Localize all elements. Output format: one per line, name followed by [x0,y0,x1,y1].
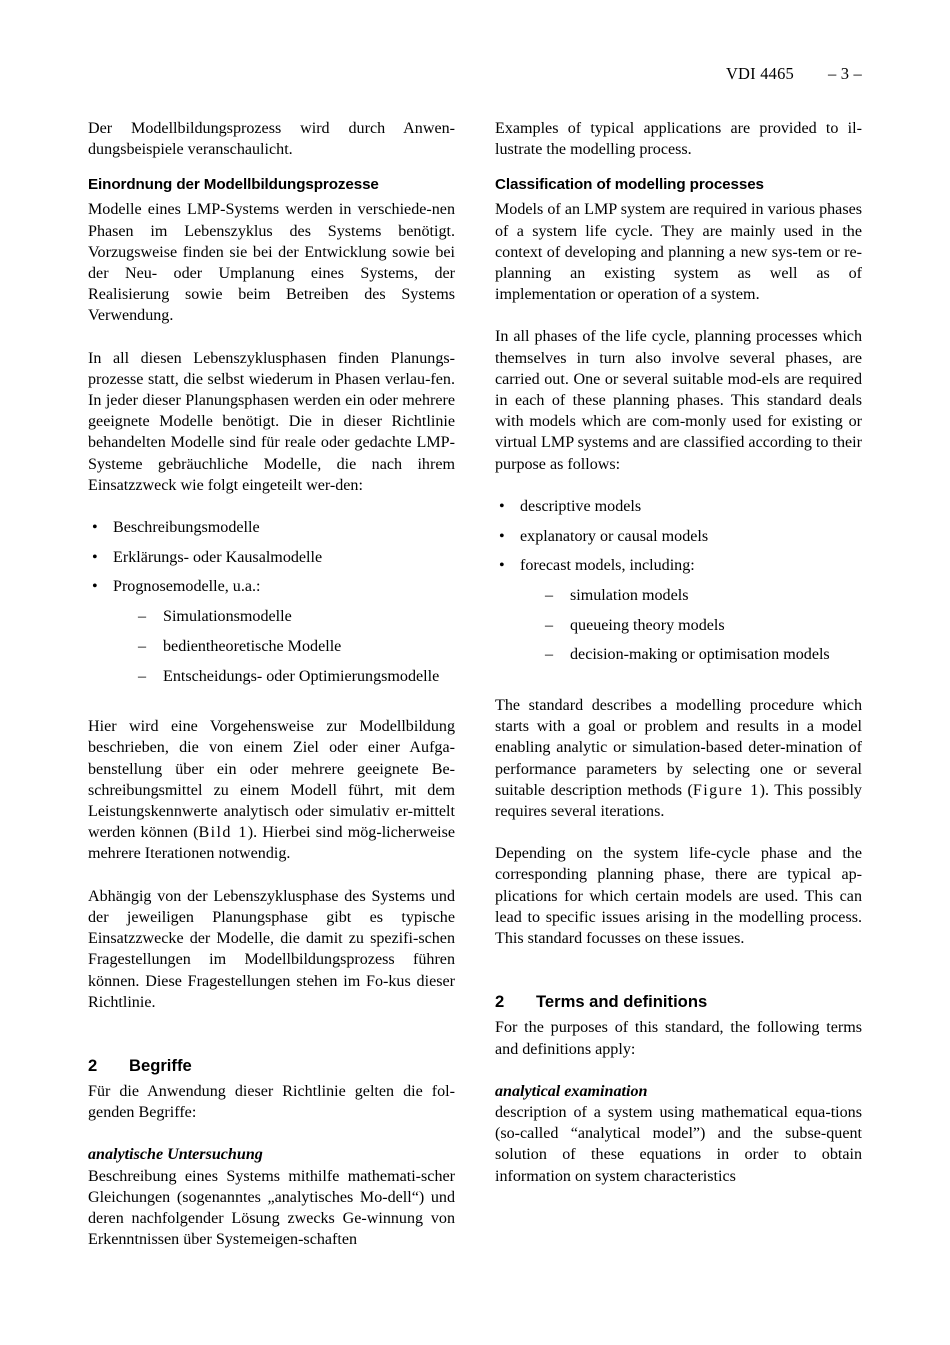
de-clause-heading [88,1055,455,1077]
two-column-body [88,118,862,1250]
bullet-icon: • [92,548,98,566]
list-item [88,517,455,538]
de-clause-intro: Für die Anwendung dieser Richtlinie gelten die fol-genden Begriffe: [88,1082,455,1122]
en-paragraph-4: Depending on the system life-cycle phase and the corresponding planning phase, there are typical ap-plications for which certain models are used. This can lead to specific issues arising in the modelling process. This standard focusses on these issues. [495,845,862,948]
list-item [545,615,862,636]
de-paragraph-4: Abhängig von der Lebenszyklusphase des Systems und der jeweiligen Planungsphase gibt es typische Einsatzzwecke der Modelle, die damit zu spezifi-schen Fragestellungen im Modellbildungsprozess führen können. Diese Fragestellungen stehen im Fo-kus dieser Richtlinie. [88,887,455,1011]
list-item [138,606,455,627]
dash-icon: – [545,586,554,604]
figure-cross-reference: Figure 1 [692,781,760,799]
page-header [88,64,862,84]
en-paragraph-2: In all phases of the life cycle, planning processes which themselves in turn also involve several phases, are carried out. One or several suitable mod-els are required in each of these planning phases. This standard deals with models which are com-monly used for existing or virtual LMP systems and are classified according to their purpose as follows: [495,328,862,473]
en-paragraph-1: Models of an LMP system are required in various phases of a system life cycle. They are mainly used in the context of developing and planning a new sys-tem or re-planning an existing system as well as of implementation or operation of a system. [495,201,862,304]
clause-title: Begriffe [129,1055,192,1075]
de-intro-paragraph: Der Modellbildungsprozess wird durch Anwen-dungsbeispiele veranschaulicht. [88,120,455,159]
list-item-label: Erklärungs- oder Kausalmodelle [113,548,323,566]
en-forecast-sublist [520,585,862,666]
clause-title: Terms and definitions [536,992,708,1012]
de-paragraph-3-part1: Hier wird eine Vorgehensweise zur Modellbildung beschrieben, die von einem Ziel oder einer Aufga-benstellung über ein oder mehrere geeignete Be-schreibungsmittel zu einem Modell führt, mit dem Leistungskennwerte analytisch oder simulativ er-mittelt werden können ( [88,718,455,842]
list-item-label: Prognosemodelle, u.a.: [113,578,261,596]
list-item-label: queueing theory models [570,616,725,634]
de-paragraph-3 [88,716,455,864]
list-item [545,585,862,606]
bullet-icon: • [92,578,98,596]
en-paragraph-3-part2: ). This possibly requires several iterations. [495,781,862,821]
en-term-name: analytical examination [495,1082,648,1100]
list-item-label: bedientheoretische Modelle [163,637,342,655]
clause-number: 2 [495,992,505,1012]
list-item [138,666,455,687]
list-item-label: Beschreibungsmodelle [113,519,260,537]
dash-icon: – [545,616,554,634]
dash-icon: – [545,646,554,664]
list-item [495,496,862,517]
list-item-label: Simulationsmodelle [163,608,292,626]
page-number: – 3 – [828,64,862,83]
de-subheading: Einordnung der Modellbildungsprozesse [88,176,379,194]
bullet-icon: • [92,519,98,537]
de-paragraph-2: In all diesen Lebenszyklusphasen finden Planungs-prozesse statt, die selbst wiederum in Phasen verlau-fen. In jeder dieser Planungsphasen werden ein oder mehrere geeignete Modelle benötigt. Die in dieser Richtlinie behandelten Modelle sind für reale oder gedachte LMP-Systeme gebräuchliche Modelle, die nach ihrem Einsatzzweck wie folgt eingeteilt wer-den: [88,349,455,494]
german-column [88,118,455,1250]
en-clause-heading [495,991,862,1013]
dash-icon: – [138,667,147,685]
en-model-type-list [495,496,862,666]
english-column [495,118,862,1250]
list-item [138,636,455,657]
list-item-label: decision-making or optimisation models [570,646,830,664]
en-intro-paragraph: Examples of typical applications are provided to il-lustrate the modelling process. [495,120,862,159]
figure-cross-reference: Bild 1 [198,824,248,842]
clause-number: 2 [88,1055,98,1075]
de-model-type-list [88,517,455,687]
standard-number: VDI 4465 [725,64,794,83]
bullet-icon: • [499,497,505,515]
bullet-icon: • [499,527,505,545]
list-item [495,555,862,665]
list-item [88,576,455,686]
en-term-definition: description of a system using mathematical equa-tions (so-called “analytical model”) and the subse-quent solution of these equations in order to obtain information on system characteristics [495,1103,862,1185]
list-item-label: descriptive models [520,497,642,515]
list-item [88,547,455,568]
list-item-label: simulation models [570,586,689,604]
list-item [545,644,862,665]
list-item-label: Entscheidungs- oder Optimierungsmodelle [163,667,440,685]
en-paragraph-3 [495,695,862,822]
dash-icon: – [138,608,147,626]
list-item-label: explanatory or causal models [520,527,709,545]
en-subheading: Classification of modelling processes [495,176,764,194]
bullet-icon: • [499,557,505,575]
de-paragraph-3-part2: ). Hierbei sind mög-licherweise mehrere Iterationen notwendig. [88,824,455,863]
de-paragraph-1: Modelle eines LMP-Systems werden in verschiede-nen Phasen im Lebenszyklus des Systems benötigt. Vorzugsweise finden sie bei der Entwicklung sowie bei der Neu- oder Umplanung eines Systems, der Realisierung sowie beim Betreiben des Systems Verwendung. [88,201,455,325]
de-term-name: analytische Untersuchung [88,1146,263,1164]
list-item [495,526,862,547]
de-term-definition: Beschreibung eines Systems mithilfe mathemati-scher Gleichungen (sogenanntes „analytisches Mo-dell“) und deren nachfolgender Lösung zwecks Ge-winnung von Erkenntnissen über Systemeigen-schaften [88,1167,455,1249]
list-item-label: forecast models, including: [520,557,695,575]
dash-icon: – [138,637,147,655]
en-clause-intro: For the purposes of this standard, the following terms and definitions apply: [495,1019,862,1058]
de-forecast-sublist [113,606,455,687]
en-paragraph-3-part1: The standard describes a modelling procedure which starts with a goal or problem and results in a model enabling analytic or simulation-based deter-mination of performance parameters by selecting one or several suitable description methods ( [495,697,862,799]
